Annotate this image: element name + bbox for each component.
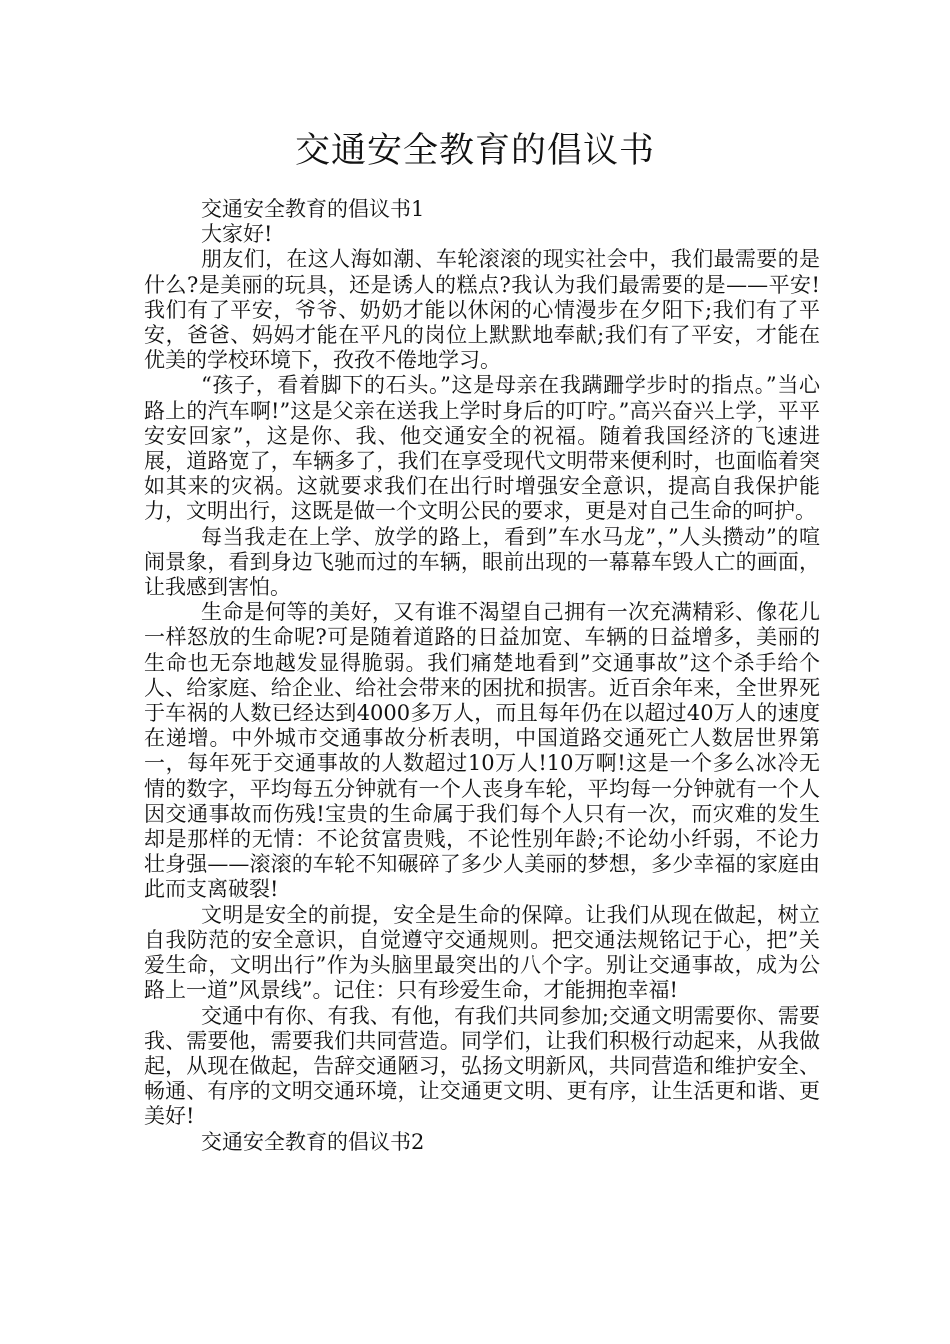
paragraph: “孩子，看着脚下的石头。”这是母亲在我蹒跚学步时的指点。”当心路上的汽车啊!”这是父亲在送我上学时身后的叮咛。”高兴奋兴上学，平平安安回家”，这是你、我、他交通安全的祝福。随着我国经济的飞速进展，道路宽了，车辆多了，我们在享受现代文明带来便利时，也面临着突如其来的灾祸。这就要求我们在出行时增强安全意识，提高自我保护能力，文明出行，这既是做一个文明公民的要求，更是对自己生命的呵护。 (144, 373, 820, 524)
section-heading-2: 交通安全教育的倡议书2 (201, 1129, 425, 1154)
section-heading-1: 交通安全教育的倡议书1 (201, 197, 425, 221)
paragraph: 文明是安全的前提，安全是生命的保障。让我们从现在做起，树立自我防范的安全意识，自觉遵守交通规则。把交通法规铭记于心，把”关爱生命，文明出行”作为头脑里最突出的八个字。别让交通事故，成为公路上一道”风景线”。记住：只有珍爱生命，才能拥抱幸福! (144, 902, 820, 1003)
paragraph: 生命是何等的美好，又有谁不渴望自己拥有一次充满精彩、像花儿一样怒放的生命呢?可是随着道路的日益加宽、车辆的日益增多，美丽的生命也无奈地越发显得脆弱。我们痛楚地看到”交通事故”这个杀手给个人、给家庭、给企业、给社会带来的困扰和损害。近百余年来，全世界死于车祸的人数已经达到4000多万人，而且每年仍在以超过40万人的速度在递增。中外城市交通事故分析表明，中国道路交通死亡人数居世界第一，每年死于交通事故的人数超过10万人!10万啊!这是一个多么冰冷无情的数字，平均每五分钟就有一个人丧身车轮，平均每一分钟就有一个人因交通事故而伤残!宝贵的生命属于我们每个人只有一次，而灾难的发生却是那样的无情：不论贫富贵贱，不论性别年龄;不论幼小纤弱，不论力壮身强——滚滚的车轮不知碾碎了多少人美丽的梦想，多少幸福的家庭由此而支离破裂! (144, 600, 820, 902)
greeting: 大家好! (201, 222, 273, 247)
document-body (144, 197, 820, 1155)
paragraph: 每当我走在上学、放学的路上，看到”车水马龙”，”人头攒动”的喧闹景象，看到身边飞驰而过的车辆，眼前出现的一幕幕车毁人亡的画面，让我感到害怕。 (144, 524, 820, 600)
paragraph: 交通中有你、有我、有他，有我们共同参加;交通文明需要你、需要我、需要他，需要我们共同营造。同学们，让我们积极行动起来，从我做起，从现在做起，告辞交通陋习，弘扬文明新风，共同营造和维护安全、畅通、有序的文明交通环境，让交通更文明、更有序，让生活更和谐、更美好! (144, 1003, 820, 1129)
document-title: 交通安全教育的倡议书 (294, 131, 655, 171)
paragraph: 朋友们，在这人海如潮、车轮滚滚的现实社会中，我们最需要的是什么?是美丽的玩具，还是诱人的糕点?我认为我们最需要的是——平安!我们有了平安，爷爷、奶奶才能以休闲的心情漫步在夕阳下;我们有了平安，爸爸、妈妈才能在平凡的岗位上默默地奉献;我们有了平安，才能在优美的学校环境下，孜孜不倦地学习。 (144, 247, 820, 373)
